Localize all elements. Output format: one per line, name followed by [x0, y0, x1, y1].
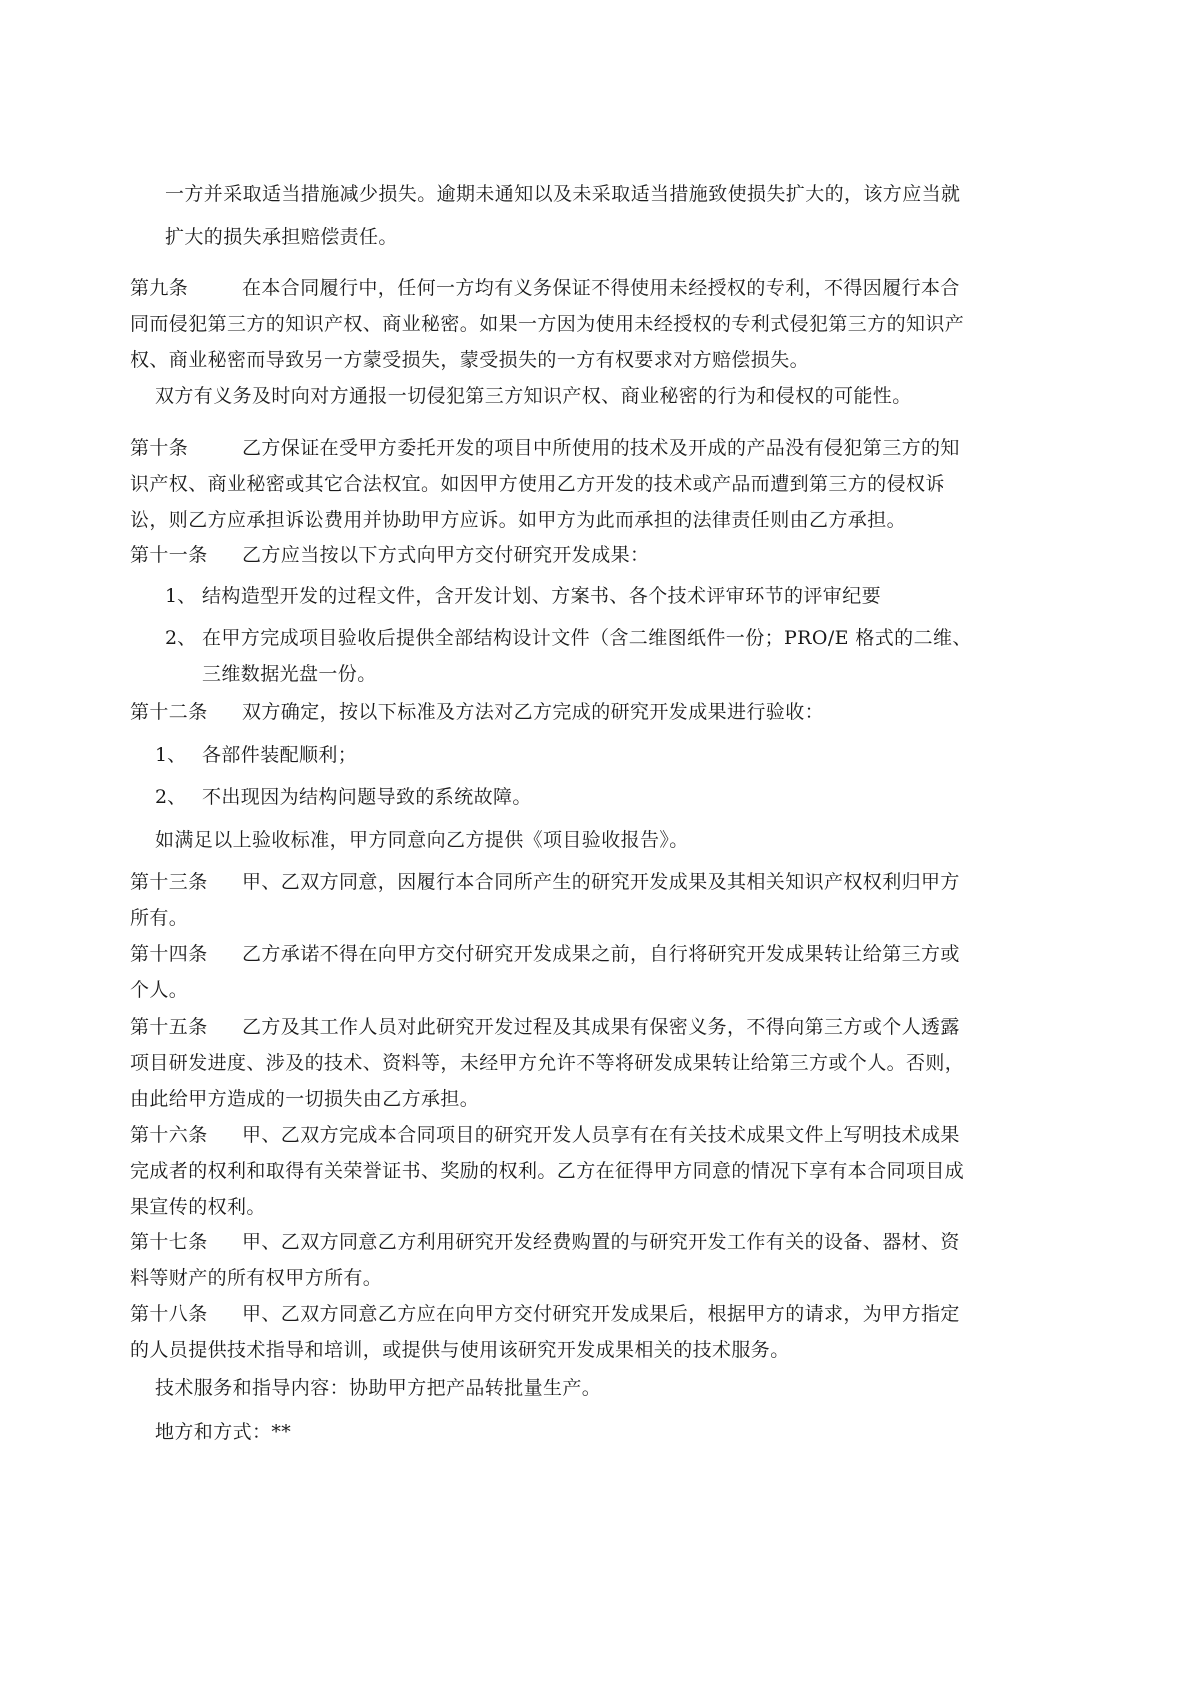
clause-9-para-2: 双方有义务及时向对方通报一切侵犯第三方知识产权、商业秘密的行为和侵权的可能性。	[155, 385, 912, 407]
clause-16-label: 第十六条	[130, 1124, 208, 1146]
clause-18-place: 地方和方式：**	[155, 1421, 292, 1443]
clause-15	[130, 1009, 970, 1117]
clause-12-item-1-text: 各部件装配顺利；	[202, 744, 358, 766]
clause-10-label: 第十条	[130, 437, 189, 459]
clause-11-item-1-text: 结构造型开发的过程文件，含开发计划、方案书、各个技术评审环节的评审纪要	[202, 585, 882, 607]
clause-9-text: 在本合同履行中，任何一方均有义务保证不得使用未经授权的专利，不得因履行本合同而侵犯第三方的知识产权、商业秘密。如果一方因为使用未经授权的专利式侵犯第三方的知识产权、商业秘密而导致另一方蒙受损失，蒙受损失的一方有权要求对方赔偿损失。	[130, 277, 965, 371]
clause-11-item-1-number: 1、	[165, 585, 197, 607]
clause-12-item-1-number: 1、	[155, 744, 187, 766]
clause-14-label: 第十四条	[130, 943, 208, 965]
clause-11	[130, 537, 970, 573]
clause-14-text: 乙方承诺不得在向甲方交付研究开发成果之前，自行将研究开发成果转让给第三方或个人。	[130, 943, 960, 1001]
clause-18-label: 第十八条	[130, 1303, 208, 1325]
clause-10	[130, 430, 970, 538]
clause-16	[130, 1117, 970, 1225]
clause-13-text: 甲、乙双方同意，因履行本合同所产生的研究开发成果及其相关知识产权权利归甲方所有。	[130, 871, 960, 929]
intro-line-2: 扩大的损失承担赔偿责任。	[165, 226, 398, 248]
clause-18-service: 技术服务和指导内容：协助甲方把产品转批量生产。	[155, 1377, 602, 1399]
clause-17-text: 甲、乙双方同意乙方利用研究开发经费购置的与研究开发工作有关的设备、器材、资料等财产的所有权甲方所有。	[130, 1231, 960, 1289]
clause-18-text: 甲、乙双方同意乙方应在向甲方交付研究开发成果后，根据甲方的请求，为甲方指定的人员提供技术指导和培训，或提供与使用该研究开发成果相关的技术服务。	[130, 1303, 960, 1361]
clause-12-text: 双方确定，按以下标准及方法对乙方完成的研究开发成果进行验收：	[242, 701, 825, 723]
clause-12-after: 如满足以上验收标准，甲方同意向乙方提供《项目验收报告》。	[155, 829, 689, 851]
clause-12-item-2-text: 不出现因为结构问题导致的系统故障。	[202, 786, 532, 808]
clause-13	[130, 864, 970, 936]
intro-line-1: 一方并采取适当措施减少损失。逾期未通知以及未采取适当措施致使损失扩大的，该方应当就	[165, 183, 961, 205]
clause-18	[130, 1296, 970, 1368]
clause-17	[130, 1224, 970, 1296]
clause-16-text: 甲、乙双方完成本合同项目的研究开发人员享有在有关技术成果文件上写明技术成果完成者的权利和取得有关荣誉证书、奖励的权利。乙方在征得甲方同意的情况下享有本合同项目成果宣传的权利。	[130, 1124, 965, 1218]
clause-11-item-2-text: 在甲方完成项目验收后提供全部结构设计文件（含二维图纸件一份；PRO/E 格式的二维、三维数据光盘一份。	[202, 627, 972, 685]
clause-10-text: 乙方保证在受甲方委托开发的项目中所使用的技术及开成的产品没有侵犯第三方的知识产权、商业秘密或其它合法权宜。如因甲方使用乙方开发的技术或产品而遭到第三方的侵权诉讼，则乙方应承担诉讼费用并协助甲方应诉。如甲方为此而承担的法律责任则由乙方承担。	[130, 437, 960, 531]
clause-17-label: 第十七条	[130, 1231, 208, 1253]
clause-12-label: 第十二条	[130, 701, 208, 723]
clause-14	[130, 936, 970, 1008]
clause-11-label: 第十一条	[130, 544, 208, 566]
clause-15-label: 第十五条	[130, 1016, 208, 1038]
clause-11-text: 乙方应当按以下方式向甲方交付研究开发成果：	[242, 544, 650, 566]
clause-12	[130, 694, 970, 730]
clause-15-text: 乙方及其工作人员对此研究开发过程及其成果有保密义务，不得向第三方或个人透露项目研发进度、涉及的技术、资料等，未经甲方允许不等将研发成果转让给第三方或个人。否则，由此给甲方造成的一切损失由乙方承担。	[130, 1016, 965, 1110]
clause-9-label: 第九条	[130, 277, 189, 299]
clause-13-label: 第十三条	[130, 871, 208, 893]
clause-12-item-2-number: 2、	[155, 786, 187, 808]
clause-9	[130, 270, 970, 378]
clause-11-item-2-number: 2、	[165, 627, 197, 649]
